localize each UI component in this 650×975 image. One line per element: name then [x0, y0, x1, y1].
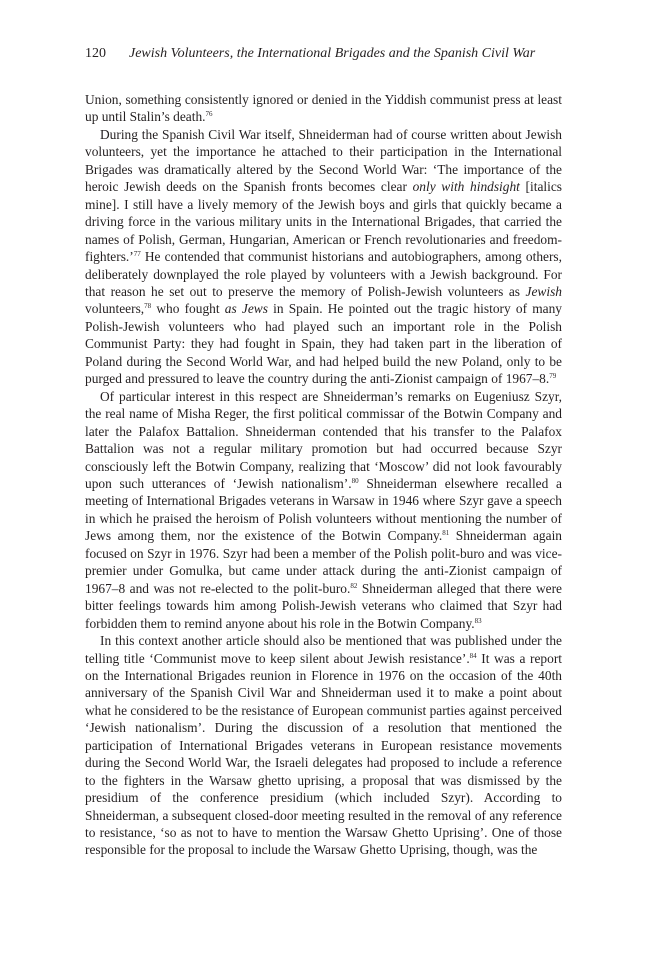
- paragraph-3: [85, 388, 562, 632]
- running-title: Jewish Volunteers, the International Brigades and the Spanish Civil War: [129, 46, 536, 61]
- running-header: [85, 44, 562, 64]
- text-run: who fought: [151, 301, 225, 317]
- footnote-marker: 84: [469, 651, 477, 660]
- text-run: Shneiderman again focused on Szyr in 1976. Szyr had been a member of the Polish polit-buro and was vice-premier under Gomulka, but came under attack during the anti-Zionist campaign of 1967–8 and was not re-elected to the polit-buro.: [85, 528, 562, 596]
- footnote-marker: 82: [350, 581, 358, 590]
- footnote-marker: 78: [144, 302, 152, 311]
- italic-text: as Jews: [224, 301, 268, 317]
- footnote-marker: 83: [474, 616, 482, 625]
- text-run: He contended that communist historians and autobiographers, among others, deliberately downplayed the role played by volunteers with a Jewish background. For that reason he set out to preserve the memory of Polish-Jewish volunteers as: [85, 249, 562, 299]
- text-run: in Spain. He pointed out the tragic history of many Polish-Jewish volunteers who had played such an important role in the Polish Communist Party: they had fought in Spain, they had taken part in the liberation of Poland during the Second World War, and had helped build the new Poland, only to be purged and pressured to leave the country during the anti-Zionist campaign of 1967–8.: [85, 301, 562, 387]
- text-run: [italics mine]. I still have a lively memory of the Jewish boys and girls that quickly became a driving force in the various military units in the International Brigades, that carried the names of Polish, German, Hungarian, American or French revolutionaries and freedom-fighters.’: [85, 179, 562, 265]
- text-run: Shneiderman elsewhere recalled a meeting of International Brigades veterans in Warsaw in 1946 where Szyr gave a speech in which he praised the heroism of Polish volunteers without mentioning the number of Jews among them, nor the existence of the Botwin Company.: [85, 475, 562, 544]
- text-run: Union, something consistently ignored or denied in the Yiddish communist press at least up until Stalin’s death.: [85, 92, 562, 125]
- text-run: In this context another article should also be mentioned that was published under the telling title ‘Communist move to keep silent about Jewish resistance’.: [85, 633, 562, 666]
- text-run: During the Spanish Civil War itself, Shneiderman had of course written about Jewish volunteers, yet the importance he attached to their participation in the International Brigades was dramatically altered by the Second World War: ‘The importance of the heroic Jewish deeds on the Spanish fronts becomes clear: [85, 126, 562, 195]
- footnote-marker: 80: [351, 476, 359, 485]
- paragraph-4: [85, 632, 562, 859]
- footnote-marker: 76: [205, 110, 213, 119]
- italic-text: only with hindsight: [412, 179, 520, 195]
- footnote-marker: 77: [133, 250, 141, 259]
- body-text: [85, 91, 562, 859]
- text-run: It was a report on the International Brigades reunion in Florence in 1976 on the occasion of the 40th anniversary of the Spanish Civil War and Shneiderman used it to make a point about what he considered to be the resistance of European communist parties against perceived ‘Jewish nationalism’. During the discussion of a resolution that mentioned the participation of International Brigades veterans in European resistance movements during the Second World War, the Israeli delegates had proposed to include a reference to the fighters in the Warsaw ghetto uprising, a proposal that was dismissed by the presidium of the conference presidium (which included Szyr). According to Shneiderman, a subsequent closed-door meeting resulted in the removal of any reference to resistance, ‘so as not to have to mention the Warsaw Ghetto Uprising’. One of those responsible for the proposal to include the Warsaw Ghetto Uprising, though, was the: [85, 650, 562, 858]
- footnote-marker: 79: [549, 372, 557, 381]
- text-run: Of particular interest in this respect are Shneiderman’s remarks on Eugeniusz Szyr, the real name of Misha Reger, the first political commissar of the Botwin Company and later the Palafox Battalion. Shneiderman contended that his transfer to the Palafox Battalion was not a regular military promotion but had occurred because Szyr consciously left the Botwin Company, realizing that ‘Moscow’ did not look favourably upon such utterances of ‘Jewish nationalism’.: [85, 388, 562, 491]
- paragraph-1: [85, 91, 562, 126]
- page-number: 120: [85, 46, 106, 61]
- book-page: [85, 44, 562, 859]
- italic-text: Jewish: [525, 283, 562, 299]
- text-run: Shneiderman alleged that there were bitter feelings towards him among Polish-Jewish veterans who claimed that Szyr had forbidden them to remind anyone about his role in the Botwin Company.: [85, 580, 562, 631]
- footnote-marker: 81: [442, 529, 450, 538]
- text-run: volunteers,: [85, 301, 145, 317]
- paragraph-2: [85, 126, 562, 388]
